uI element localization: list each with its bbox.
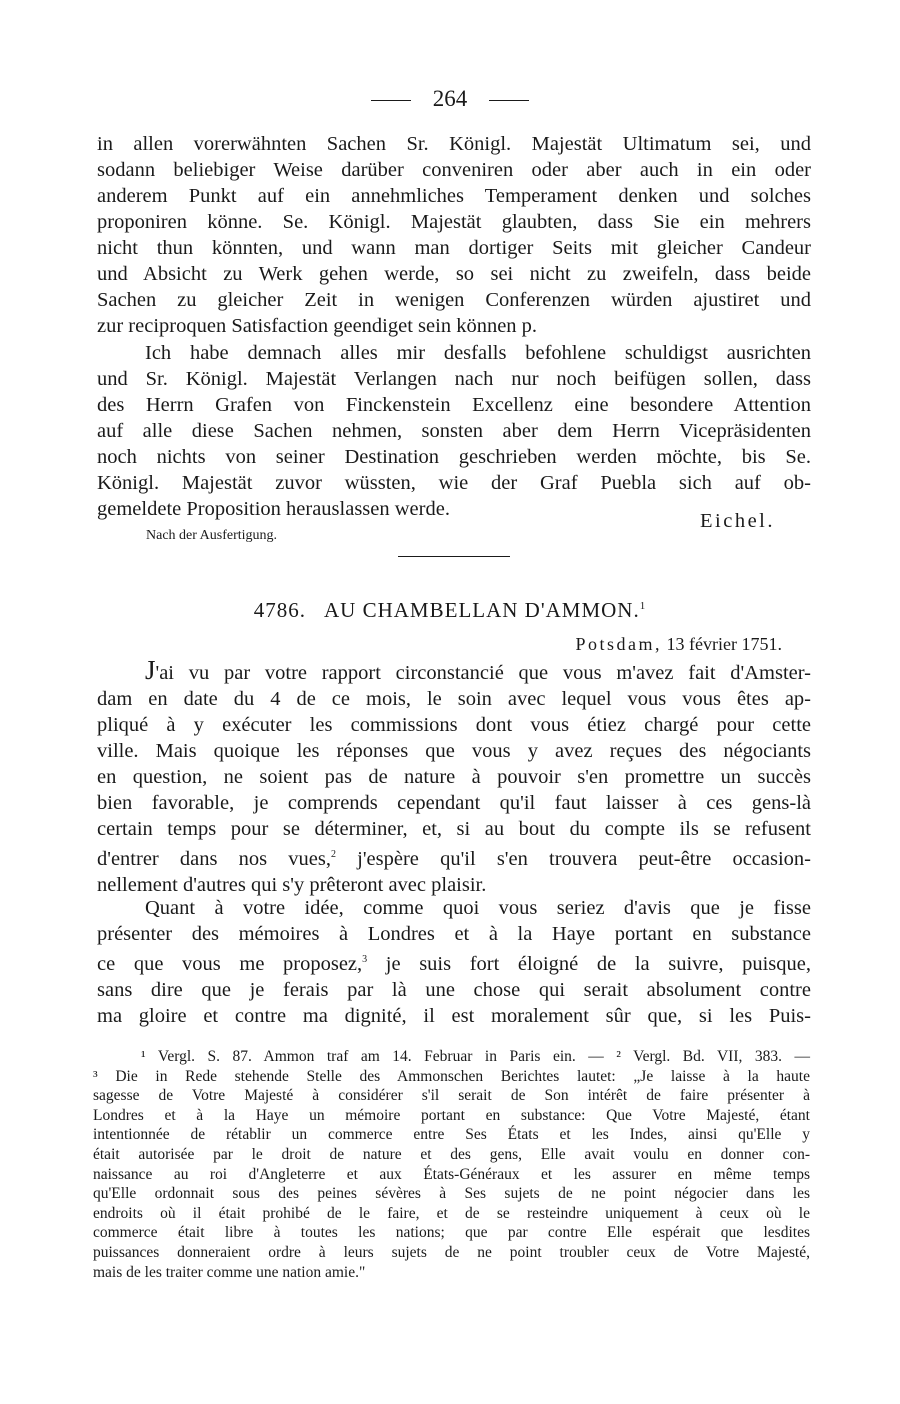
dateline xyxy=(576,634,782,655)
document-title: AU CHAMBELLAN D'AMMON. xyxy=(324,598,640,622)
paragraph-continued xyxy=(97,131,811,339)
letter-paragraph-2 xyxy=(97,895,811,1029)
dateline-date: 13 février 1751. xyxy=(666,634,782,654)
text-line: d'entrer dans nos vues,$^2$ j'espère qu'il s'en trouvera peut-être occasion- xyxy=(97,847,812,870)
header-dash-left xyxy=(371,100,411,101)
document-heading xyxy=(0,598,900,623)
text-line: en question, ne soient pas de nature à pouvoir s'en promettre un succès xyxy=(97,766,811,788)
text-line: und Sr. Königl. Majestät Verlangen nach nur noch beifügen sollen, dass xyxy=(97,368,811,390)
text-line: certain temps pour se déterminer, et, si au bout du compte ils se refusent xyxy=(97,818,811,840)
source-note: Nach der Ausfertigung. xyxy=(146,528,278,543)
text-line: bien favorable, je comprends cependant qu'il faut laisser à ces gens-là xyxy=(97,792,811,814)
footnote-line: puissances donneraient ordre à leurs sujets de ne point troubler ceux de Votre Majesté, xyxy=(93,1243,810,1261)
footnote-line: Londres et à la Haye un mémoire portant en substance: Que Votre Majesté, étant xyxy=(93,1106,810,1124)
text-line: ma gloire et contre ma dignité, il est moralement sûr que, si les Puis- xyxy=(97,1004,811,1027)
footnote-line: commerce était libre à toutes les nations; que par contre Elle espérait que lesdites xyxy=(93,1224,810,1242)
footnote-marker: 2 xyxy=(331,849,336,860)
text-line: présenter des mémoires à Londres et à la Haye portant en substance xyxy=(97,923,811,945)
footnote-line: était autorisée par le droit de nature et des gens, Elle avait voulu en donner con- xyxy=(93,1145,810,1163)
text-line: ce que vous me proposez,$^3$ je suis fort éloigné de la suivre, puisque, xyxy=(97,952,811,975)
text-line: noch nichts von seiner Destination geschrieben werden möchte, bis Se. xyxy=(97,446,811,468)
footnote-line: ¹ Vergl. S. 87. Ammon traf am 14. Februar in Paris ein. — ² Vergl. Bd. VII, 383. — xyxy=(141,1048,810,1065)
text-line: anderem Punkt auf ein annehmliches Temperament denken und solches xyxy=(97,185,811,207)
text-line: des Herrn Grafen von Finckenstein Excellenz eine besondere Attention xyxy=(97,394,811,416)
header-dash-right xyxy=(489,100,529,101)
text-line: auf alle diese Sachen nehmen, sonsten aber dem Herrn Vicepräsidenten xyxy=(97,420,811,442)
text-line: in allen vorerwähnten Sachen Sr. Königl. Majestät Ultimatum sei, und xyxy=(97,133,811,155)
footnote-line: endroits où il était prohibé de le faire, et de se resteindre uniquement à ceux où le xyxy=(93,1204,810,1222)
text-line: pliqué à y exécuter les commissions dont vous étiez chargé pour cette xyxy=(97,714,811,736)
text-line: nicht thun könnten, und wann man dortiger Seits mit gleicher Candeur xyxy=(97,237,811,259)
footnote-line: mais de les traiter comme une nation amie." xyxy=(93,1263,366,1281)
title-footnote-marker: 1 xyxy=(639,600,647,612)
text-line: nellement d'autres qui s'y prêteront avec plaisir. xyxy=(97,873,487,896)
footnote-line: naissance au roi d'Angleterre et aux États-Généraux et les assurer en même temps xyxy=(93,1165,810,1183)
footnote-line: ³ Die in Rede stehende Stelle des Ammonschen Berichtes lautet: „Je laisse à la haute xyxy=(93,1067,810,1085)
footnote-marker: 3 xyxy=(362,954,368,965)
document-number: 4786. xyxy=(253,598,307,622)
text-line: gemeldete Proposition herauslassen werde. xyxy=(97,498,450,520)
text-line: Königl. Majestät zuvor wüssten, wie der Graf Puebla sich auf ob- xyxy=(97,472,811,494)
page-header xyxy=(0,84,900,114)
paragraph-instructions xyxy=(97,340,811,522)
footnote-line: sagesse de Votre Majesté à considérer s'il serait de Son intérêt de faire présenter à xyxy=(93,1087,810,1105)
footnote-line: intentionnée de rétablir un commerce entre Ses États et les Indes, ainsi qu'Elle y xyxy=(93,1126,810,1144)
text-line: sodann beliebiger Weise darüber conveniren oder aber auch in ein oder xyxy=(97,159,811,181)
page-number: 264 xyxy=(432,86,468,111)
text-line: proponiren könne. Se. Königl. Majestät glaubten, dass Sie ein mehrers xyxy=(97,211,811,233)
text-line: Ich habe demnach alles mir desfalls befohlene schuldigst ausrichten xyxy=(145,342,811,364)
text-line: J'ai vu par votre rapport circonstancié que vous m'avez fait d'Amster- xyxy=(145,655,811,685)
footnotes xyxy=(93,1047,810,1282)
text-line: sans dire que je ferais par là une chose qui serait absolument contre xyxy=(97,978,811,1001)
footnote-line: qu'Elle ordonnait sous des peines sévères à Ses sujets de ne point négocier dans les xyxy=(93,1185,810,1203)
text-line: zur reciproquen Satisfaction geendiget sein können p. xyxy=(97,315,538,337)
signature: Eichel. xyxy=(700,510,775,532)
text-line: dam en date du 4 de ce mois, le soin avec lequel vous vous êtes ap- xyxy=(97,688,811,710)
text-line: und Absicht zu Werk gehen werde, so sei nicht zu zweifeln, dass beide xyxy=(97,263,811,285)
letter-paragraph-1 xyxy=(97,655,812,898)
section-divider xyxy=(398,556,510,557)
drop-cap: J xyxy=(145,655,156,685)
text-line: Sachen zu gleicher Zeit in wenigen Conferenzen würden ajustiret und xyxy=(97,289,811,311)
dateline-place: Potsdam, xyxy=(575,634,663,654)
text-line: ville. Mais quoique les réponses que vous y avez reçues des négociants xyxy=(97,740,811,762)
text-line: Quant à votre idée, comme quoi vous seriez d'avis que je fisse xyxy=(145,897,811,919)
